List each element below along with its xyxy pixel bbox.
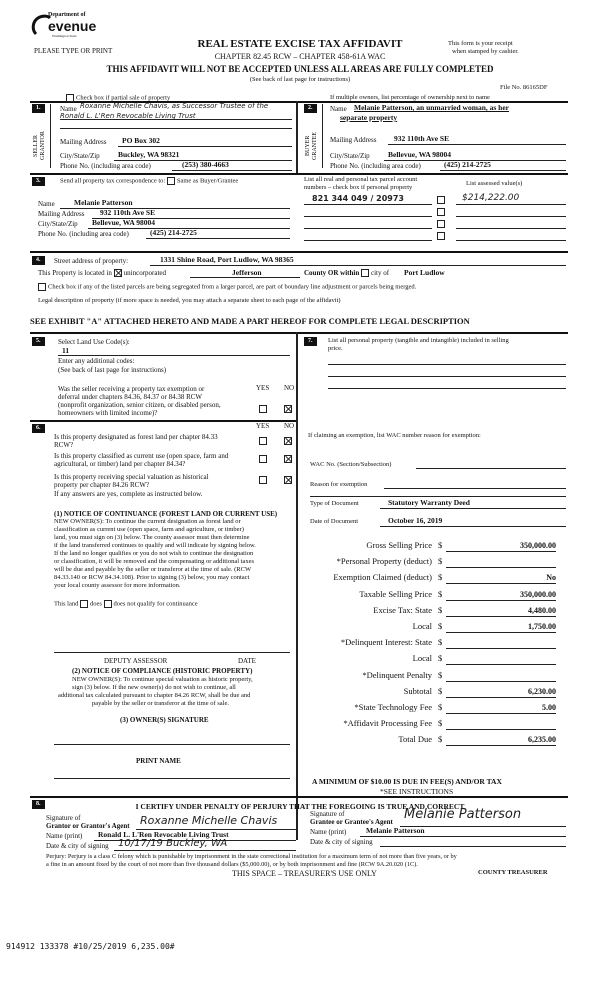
exhibit-banner: SEE EXHIBIT "A" ATTACHED HERETO AND MADE A PART HEREOF FOR COMPLETE LEGAL DESCRIPTION (30, 316, 470, 326)
fee-dollar-sign: $ (438, 653, 443, 664)
located-row (38, 269, 166, 277)
seller-phone-line (172, 170, 292, 171)
rule-sec5-top (30, 332, 568, 334)
buyer-phone-label: Phone No. (including area code) (330, 162, 421, 170)
section-3-number: 3. (32, 177, 45, 186)
fee-row (0, 687, 600, 701)
notice1-line-5: If the land no longer qualifies or you do not wish to continue the designation (54, 550, 254, 557)
county-value[interactable]: Jefferson (232, 268, 262, 277)
parcel-list-label-1: List all real and personal tax parcel account (304, 176, 418, 183)
fee-dollar-sign: $ (438, 540, 443, 550)
buyer-name-value-1[interactable]: Melanie Patterson, an unmarried woman, as her (354, 103, 509, 112)
fee-dollar-sign: $ (438, 718, 443, 729)
forest-yes[interactable] (259, 437, 269, 445)
seller-city-value[interactable]: Buckley, WA 98321 (118, 150, 180, 159)
fee-label: *Personal Property (deduct) (336, 556, 432, 567)
current-use-no-checkbox[interactable] (284, 455, 292, 463)
grantee-name-value[interactable]: Melanie Patterson (366, 826, 425, 835)
multiple-owners-label: If multiple owners, list percentage of ownership next to name (330, 94, 490, 101)
fee-row (0, 719, 600, 733)
fee-value[interactable]: 6,235.00 (446, 735, 556, 746)
personal-property-label-1: List all personal property (tangible and intangible) included in selling (328, 337, 509, 344)
corr-phone-value[interactable]: (425) 214-2725 (150, 228, 197, 237)
grantor-signature[interactable]: Roxanne Michelle Chavis (140, 814, 278, 827)
fee-value[interactable]: 350,000.00 (446, 590, 556, 601)
current-use-q-1: Is this property classified as current use (open space, farm and (54, 452, 229, 460)
section-7-number: 7. (304, 337, 317, 346)
historic-no-checkbox[interactable] (284, 476, 292, 484)
certify-statement: I CERTIFY UNDER PENALTY OF PERJURY THAT THE FOREGOING IS TRUE AND CORRECT (135, 802, 465, 811)
notice1-line-7: will be due and payable by the seller or transferor at the time of sale. (RCW (54, 566, 252, 573)
parcel-line-2 (304, 216, 432, 217)
corr-name-label: Name (38, 200, 55, 208)
historic-no[interactable] (284, 476, 294, 484)
seller-label-rule (50, 104, 51, 168)
logo-dept: Department of (48, 12, 86, 18)
fee-dollar-sign: $ (438, 685, 443, 696)
street-line (150, 265, 566, 266)
receipt-note-1: This form is your receipt (448, 40, 513, 47)
county-treasurer: COUNTY TREASURER (478, 869, 548, 876)
fee-label: Taxable Selling Price (359, 588, 432, 599)
corr-phone-line (146, 238, 290, 239)
fee-value[interactable]: 350,000.00 (446, 541, 556, 552)
seller-name-line-2 (60, 128, 292, 129)
street-value[interactable]: 1331 Shine Road, Port Ludlow, WA 98365 (160, 255, 294, 264)
file-number: File No. 86165DF (500, 84, 548, 91)
grantee-sig-label-2: Grantee or Grantee's Agent (310, 818, 393, 826)
buyer-name-label: Name (330, 105, 347, 113)
historic-yes[interactable] (259, 476, 269, 484)
land-use-value[interactable]: 11 (62, 346, 70, 355)
personal-checkbox-2[interactable] (437, 208, 447, 216)
fee-label: Exemption Claimed (deduct) (333, 572, 432, 583)
fee-row (0, 622, 600, 636)
fee-row (0, 703, 600, 717)
forest-q-1: Is this property designated as forest land per chapter 84.33 (54, 433, 218, 441)
fee-label: Excise Tax: State (373, 604, 432, 615)
notice1-line-6: or classification, it will be removed and the compensating or additional taxes (54, 558, 254, 565)
notice1-line-8: 84.33.140 or RCW 84.34.108). Prior to signing (3) below, you may contact (54, 574, 250, 581)
wac-line (416, 468, 566, 469)
form-subtitle: CHAPTER 82.45 RCW – CHAPTER 458-61A WAC (214, 52, 386, 61)
grantee-signature[interactable]: Melanie Patterson (404, 807, 522, 822)
exemption-no-checkbox[interactable] (284, 405, 292, 413)
forest-yes-checkbox[interactable] (259, 437, 267, 445)
section-6-number: 6. (32, 424, 45, 433)
parcel-line-3 (304, 228, 432, 229)
sec6-yes-header: YES (256, 422, 270, 430)
fee-dollar-sign: $ (438, 702, 443, 712)
forest-q-2: RCW? (54, 441, 74, 449)
grantee-sig-label-1: Signature of (310, 810, 345, 818)
fee-dollar-sign: $ (438, 621, 443, 631)
grantor-date-value[interactable]: 10/17/19 Buckley, WA (118, 838, 228, 849)
corr-mailing-label: Mailing Address (38, 210, 85, 218)
notice2-title: (2) NOTICE OF COMPLIANCE (HISTORIC PROPERTY) (72, 667, 253, 675)
unincorporated-checkbox[interactable] (114, 269, 122, 277)
corr-phone-label: Phone No. (including area code) (38, 230, 129, 238)
please-type: PLEASE TYPE OR PRINT (34, 47, 113, 55)
treasurer-space: THIS SPACE – TREASURER'S USE ONLY (232, 869, 377, 878)
notice2-line-1: NEW OWNER(S): To continue special valuation as historic property, (72, 676, 253, 683)
city-of-label: city of (370, 269, 390, 277)
rule-sec8-top (30, 796, 568, 798)
buyer-mailing-value[interactable]: 932 110th Ave SE (394, 134, 450, 143)
notice1-line-3: land, you must sign on (3) below. The county assessor must then determine (54, 534, 250, 541)
fee-row (0, 541, 600, 555)
seller-name-value-2: Ronald L. L'Ren Revocable Living Trust (60, 112, 196, 120)
fee-value[interactable]: 6,230.00 (446, 687, 556, 698)
segregated-checkbox[interactable] (38, 283, 46, 291)
exemption-q-4: homeowners with limited income)? (58, 409, 158, 417)
fee-dollar-sign: $ (438, 669, 443, 680)
personal-line-3 (328, 388, 566, 389)
fee-value[interactable] (446, 719, 556, 730)
fee-dollar-sign: $ (438, 556, 443, 567)
perjury-text-1: Perjury: Perjury is a class C felony which is punishable by imprisonment in the state correctional institution for a maximum term of not more than five years, or by (46, 853, 457, 860)
perjury-line-1 (46, 853, 457, 860)
perjury-line-2: a fine in an amount fixed by the court of not more than five thousand dollars ($5,000.00), or by both imprisonment and fine (RCW 9A.20.020 (1C). (46, 861, 418, 868)
historic-yes-checkbox[interactable] (259, 476, 267, 484)
notice1-line-2: classification as current use (open space, farm and agriculture, or timber) (54, 526, 244, 533)
current-use-q-2: agricultural, or timber) land per chapter 84.34? (54, 460, 186, 468)
parcel-line-4 (304, 240, 432, 241)
segregated-label: Check box if any of the listed parcels are being segregated from a larger parcel, are part of boundary line adjustment or parcels being merged. (48, 283, 417, 291)
forest-no[interactable] (284, 437, 294, 445)
sec6-no-header: NO (284, 422, 295, 430)
fee-row (0, 654, 600, 668)
corr-city-value[interactable]: Bellevue, WA 98004 (92, 218, 155, 227)
form-title: REAL ESTATE EXCISE TAX AFFIDAVIT (197, 38, 403, 50)
doc-type-label: Type of Document (310, 500, 359, 507)
personal-property-checkbox-1[interactable] (437, 196, 445, 204)
assessed-label: List assessed value(s) (466, 180, 523, 187)
personal-checkbox-1[interactable] (437, 196, 447, 204)
logo-state: Washington State (52, 34, 77, 38)
grantee-name-line (360, 836, 566, 837)
fee-label: *State Technology Fee (354, 702, 432, 712)
owner-sig-label: (3) OWNER(S) SIGNATURE (120, 716, 209, 724)
county-or-within (304, 269, 389, 277)
unincorporated-label: unincorporated (123, 269, 167, 277)
grantee-date-label: Date & city of signing (310, 838, 373, 846)
logo-name: evenue (48, 18, 97, 34)
section-2-number: 2. (304, 104, 317, 113)
notice1-title: (1) NOTICE OF CONTINUANCE (FOREST LAND OR CURRENT USE) (54, 510, 278, 518)
corr-name-value[interactable]: Melanie Patterson (74, 198, 133, 207)
fee-label: *Delinquent Penalty (362, 669, 432, 680)
form-warning: THIS AFFIDAVIT WILL NOT BE ACCEPTED UNLESS ALL AREAS ARE FULLY COMPLETED (106, 64, 494, 74)
seller-mailing-value[interactable]: PO Box 302 (122, 136, 160, 145)
fee-dollar-sign: $ (438, 588, 443, 599)
fee-row (0, 735, 600, 749)
minimum-note: A MINIMUM OF $10.00 IS DUE IN FEE(S) AND/OR TAX (312, 777, 502, 786)
fee-row (0, 573, 600, 587)
seller-name-label: Name (60, 105, 77, 113)
fee-value[interactable] (446, 557, 556, 568)
land-use-line (58, 355, 290, 356)
grantor-sig-label-2: Grantor or Grantor's Agent (46, 822, 130, 830)
fee-label: Local (412, 653, 432, 664)
grantor-name-label: Name (print) (46, 832, 83, 840)
print-name-line (54, 778, 290, 779)
parcel-list-label-2: numbers – check box if personal property (304, 184, 413, 191)
notice2-line-3: additional tax calculated pursuant to chapter 84.26 RCW, shall be due and (58, 692, 251, 699)
partial-sale-label: Check box if partial sale of property (76, 94, 171, 102)
fee-row (0, 638, 600, 652)
assessed-line-1 (456, 204, 566, 205)
city-value[interactable]: Port Ludlow (404, 268, 445, 277)
doc-date-value[interactable]: October 16, 2019 (388, 516, 443, 525)
fee-dollar-sign: $ (438, 572, 443, 583)
see-instructions: *SEE INSTRUCTIONS (380, 787, 454, 796)
doc-date-line (380, 526, 566, 527)
personal-property-label-2: price. (328, 345, 343, 352)
assessed-line-4 (456, 240, 566, 241)
grantor-sig-label-1: Signature of (46, 814, 81, 822)
buyer-label-rule (322, 104, 323, 168)
assessed-line-3 (456, 228, 566, 229)
seller-name-value-1: Roxanne Michelle Chavis, as Successor Trustee of the (80, 102, 269, 110)
send-correspondence (60, 177, 238, 185)
section-4-number: 4. (32, 256, 45, 265)
deputy-date-label: DATE (238, 657, 256, 665)
current-use-yes-checkbox[interactable] (259, 455, 267, 463)
exemption-q-1: Was the seller receiving a property tax exemption or (58, 385, 205, 393)
rule-sec4-top (30, 251, 568, 253)
fee-row (0, 671, 600, 685)
does-label: does (90, 600, 102, 608)
fee-dollar-sign: $ (438, 734, 443, 745)
fee-label: *Delinquent Interest: State (340, 637, 432, 648)
personal-property-checkbox-3[interactable] (437, 220, 445, 228)
doc-type-value[interactable]: Statutory Warranty Deed (388, 498, 470, 507)
located-label: This Property is located in (38, 269, 112, 277)
forest-no-checkbox[interactable] (284, 437, 292, 445)
notice2-line-2: sign (3) below. If the new owner(s) do not wish to continue, all (72, 684, 236, 691)
personal-checkbox-3[interactable] (437, 220, 447, 228)
street-label: Street address of property: (54, 257, 129, 265)
form-instructions: (See back of last page for instructions) (249, 76, 351, 83)
section-1-number: 1. (32, 104, 45, 113)
corr-mailing-value[interactable]: 932 110th Ave SE (100, 208, 156, 217)
assessed-value[interactable]: $214,222.00 (462, 193, 520, 203)
land-use-label: Select Land Use Code(s): (58, 338, 130, 346)
exemption-no[interactable] (284, 405, 294, 413)
notice1-line-9: your local county assessor for more information. (54, 582, 181, 589)
buyer-city-label: City/State/Zip (330, 152, 370, 160)
send-label: Send all property tax correspondence to: (60, 177, 166, 185)
section-8-number: 8. (32, 800, 45, 809)
historic-q-1: Is this property receiving special valuation as historical (54, 473, 209, 481)
seller-phone-value[interactable]: (253) 380-4663 (182, 160, 229, 169)
notice1-line-4: if the land transferred continues to qualify and will indicate by signing below. (54, 542, 256, 549)
fee-dollar-sign: $ (438, 637, 443, 648)
assessed-line-2 (456, 216, 566, 217)
current-use-yes[interactable] (259, 455, 269, 463)
deputy-label: DEPUTY ASSESSOR (104, 657, 168, 665)
rule-sec3-top (30, 173, 568, 175)
notice1-line-1: NEW OWNER(S): To continue the current designation as forest land or (54, 518, 241, 525)
section-5-number: 5. (32, 337, 45, 346)
fee-label: Gross Selling Price (366, 540, 432, 550)
doc-date-label: Date of Document (310, 518, 359, 525)
exemption-yes-checkbox[interactable] (259, 405, 267, 413)
fee-label: Subtotal (403, 685, 432, 696)
exemption-q-3: (nonprofit organization, senior citizen, or disabled person, (58, 401, 221, 409)
grantor-date-label: Date & city of signing (46, 842, 109, 850)
corr-name-line (60, 208, 290, 209)
reason-line-2 (310, 496, 566, 497)
exemption-q-2: deferral under chapters 84.36, 84.37 or 84.38 RCW (58, 393, 203, 401)
reason-line (384, 488, 566, 489)
seller-mailing-line (118, 146, 292, 147)
see-back-label: (See back of last page for instructions) (58, 366, 167, 374)
personal-line-2 (328, 376, 566, 377)
footer-stamp: 914912 133378 #10/25/2019 6,235.00# (6, 942, 175, 951)
this-land-label: This land (54, 600, 79, 608)
buyer-mailing-line (388, 144, 566, 145)
city-of-checkbox[interactable] (361, 269, 369, 277)
corr-city-label: City/State/Zip (38, 220, 78, 228)
same-as-buyer-label: Same as Buyer/Grantee (176, 177, 239, 185)
current-use-no[interactable] (284, 455, 294, 463)
wac-label: WAC No. (Section/Subsection) (310, 461, 392, 468)
fee-value[interactable] (446, 638, 556, 649)
seller-phone-label: Phone No. (including area code) (60, 162, 151, 170)
fee-value[interactable] (446, 654, 556, 665)
personal-checkbox-4[interactable] (437, 232, 447, 240)
parcel-value[interactable]: 821 344 049 / 20973 (312, 194, 404, 203)
sec5-no-header: NO (284, 384, 295, 392)
notice2-line-4: payable by the seller or transferor at the time of sale. (92, 700, 229, 707)
buyer-mailing-label: Mailing Address (330, 136, 377, 144)
doc-type-line (380, 508, 566, 509)
buyer-city-value[interactable]: Bellevue, WA 98004 (388, 150, 451, 159)
seller-name-line (60, 119, 292, 120)
exemption-wac-label: If claiming an exemption, list WAC number reason for exemption: (308, 432, 481, 439)
fee-row (0, 606, 600, 620)
seller-side-label: SELLER GRANTOR (33, 131, 46, 161)
personal-line-1 (328, 364, 566, 365)
fee-value[interactable]: 1,750.00 (446, 622, 556, 633)
exemption-yes[interactable] (259, 405, 269, 413)
parcel-line-1 (304, 204, 432, 205)
fee-row (0, 590, 600, 604)
print-name-label: PRINT NAME (136, 757, 181, 765)
seller-mailing-label: Mailing Address (60, 138, 107, 146)
buyer-phone-line (440, 170, 566, 171)
fee-label: *Affidavit Processing Fee (343, 718, 432, 729)
county-line (190, 277, 300, 278)
fee-dollar-sign: $ (438, 604, 443, 615)
fee-row (0, 557, 600, 571)
partial-sale-check[interactable] (66, 94, 170, 102)
buyer-side-label: BUYER GRANTEE (305, 132, 318, 160)
reason-label: Reason for exemption (310, 481, 368, 488)
receipt-note-2: when stamped by cashier. (452, 48, 519, 55)
personal-property-checkbox-2[interactable] (437, 208, 445, 216)
grantee-name-label: Name (print) (310, 828, 347, 836)
fee-value[interactable] (446, 671, 556, 682)
additional-codes-label: Enter any additional codes: (58, 357, 135, 365)
grantor-date-line (114, 850, 296, 851)
county-label: County OR within (304, 269, 360, 277)
grantee-date-line (380, 846, 566, 847)
personal-property-checkbox-4[interactable] (437, 232, 445, 240)
answers-note: If any answers are yes, complete as instructed below. (54, 490, 203, 498)
legal-label: Legal description of property (if more space is needed, you may attach a separate sheet to each page of the affidavit) (38, 297, 341, 304)
fee-value[interactable]: No (446, 573, 556, 584)
seller-city-label: City/State/Zip (60, 152, 100, 160)
same-as-buyer-checkbox[interactable] (167, 177, 175, 185)
sec5-yes-header: YES (256, 384, 270, 392)
fee-label: Local (412, 621, 432, 631)
segregated-row (38, 283, 416, 291)
fee-value[interactable]: 4,480.00 (446, 606, 556, 617)
buyer-phone-value[interactable]: (425) 214-2725 (444, 160, 491, 169)
historic-q-2: property per chapter 84.26 RCW? (54, 481, 150, 489)
does-not-label: does not qualify for continuance (113, 600, 198, 608)
fee-value[interactable]: 5.00 (446, 703, 556, 714)
fee-label: Total Due (398, 734, 432, 745)
grantor-name-value[interactable]: Ronald L. L'Ren Revocable Living Trust (98, 830, 229, 839)
buyer-name-value-2[interactable]: separate property (340, 113, 398, 122)
partial-sale-checkbox[interactable] (66, 94, 74, 102)
sec1-sec2-divider (296, 101, 298, 173)
